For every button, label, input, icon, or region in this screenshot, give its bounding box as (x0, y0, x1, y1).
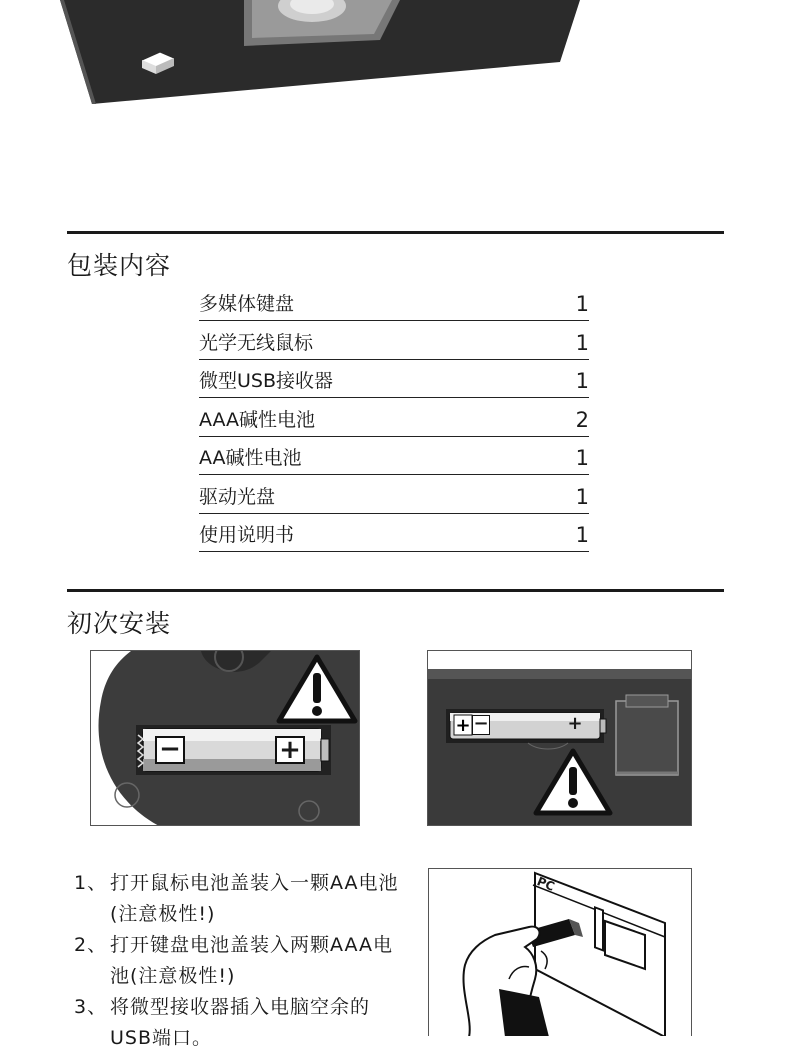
battery-minus-label: − (473, 713, 489, 734)
keyboard-battery-illustration (427, 650, 692, 826)
item-name: 微型USB接收器 (199, 370, 334, 392)
usb-insert-illustration (428, 868, 692, 1036)
item-name: 使用说明书 (199, 524, 295, 546)
step-number: 3、 (74, 996, 108, 1018)
item-qty: 1 (575, 330, 589, 355)
list-item (199, 284, 589, 321)
step-item (74, 868, 424, 930)
step-item (74, 930, 424, 992)
pc-label: PC (535, 874, 557, 894)
step-text: 打开键盘电池盖装入两颗AAA电池(注意极性!) (110, 934, 394, 987)
installation-title: 初次安装 (67, 609, 172, 638)
warning-icon (275, 653, 359, 725)
list-item (199, 361, 589, 398)
section-divider (67, 589, 724, 592)
step-text: 将微型接收器插入电脑空余的USB端口。 (110, 996, 371, 1049)
svg-text:+: + (455, 715, 471, 736)
keyboard-product-photo (0, 0, 789, 110)
step-number: 2、 (74, 934, 108, 956)
list-item (199, 515, 589, 552)
item-name: AAA碱性电池 (199, 408, 316, 431)
item-qty: 1 (575, 292, 589, 316)
item-qty: 1 (575, 523, 589, 547)
list-item (199, 400, 589, 437)
item-name: 多媒体键盘 (199, 293, 295, 315)
package-contents-title: 包装内容 (67, 251, 172, 280)
item-qty: 2 (575, 407, 589, 432)
step-text: 打开鼠标电池盖装入一颗AA电池(注意极性!) (110, 872, 399, 925)
item-name: AA碱性电池 (199, 447, 302, 469)
list-item (199, 477, 589, 514)
item-name: 光学无线鼠标 (199, 331, 314, 354)
battery-plus-label: + (567, 713, 583, 734)
package-list (199, 284, 589, 552)
list-item (199, 438, 589, 475)
mouse-battery-illustration (90, 650, 360, 826)
step-number: 1、 (74, 872, 108, 894)
list-item (199, 323, 589, 360)
battery-minus-label: − (155, 736, 185, 764)
battery-plus-label: + (275, 736, 305, 764)
item-qty: 1 (575, 369, 589, 393)
installation-steps (74, 868, 424, 1054)
item-qty: 1 (575, 484, 589, 509)
section-divider (67, 231, 724, 234)
warning-icon (532, 747, 614, 817)
step-item (74, 992, 424, 1054)
item-name: 驱动光盘 (199, 485, 276, 508)
item-qty: 1 (575, 446, 589, 470)
